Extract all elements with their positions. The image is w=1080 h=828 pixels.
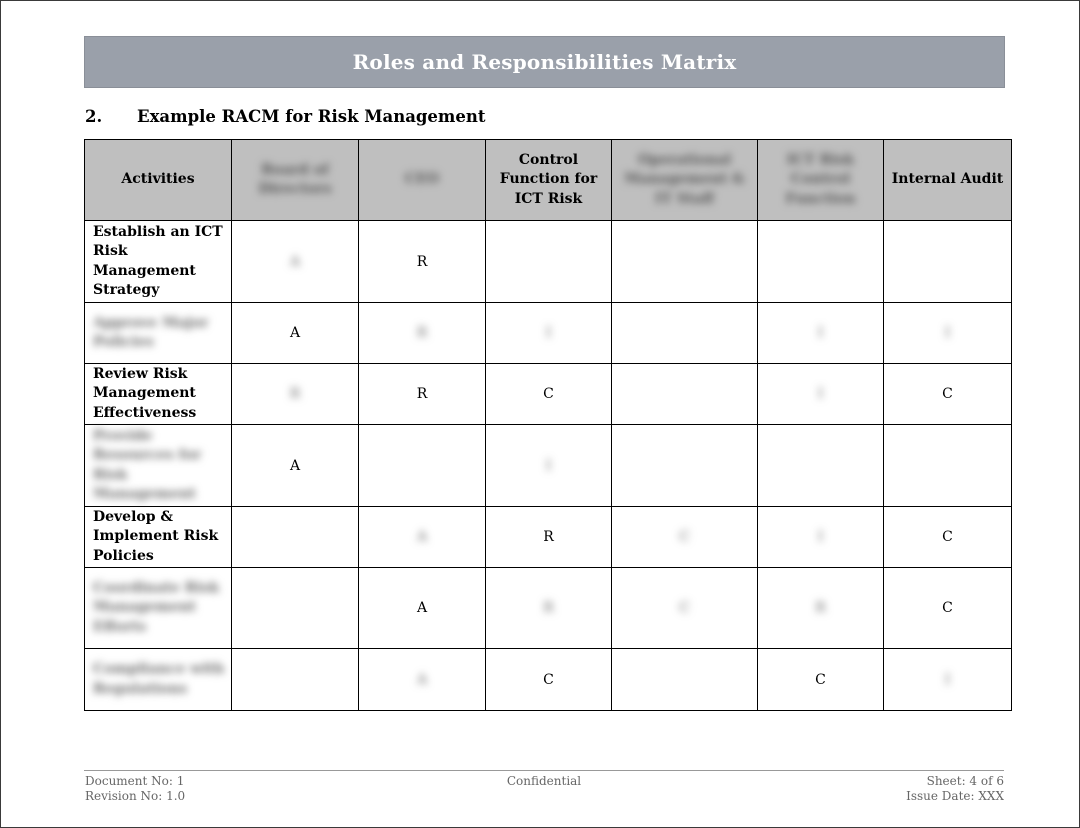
header-row (85, 140, 1012, 221)
matrix-cell: C (612, 568, 758, 649)
matrix-cell (232, 507, 359, 568)
matrix-cell: C (486, 649, 612, 711)
section-number: 2. (85, 107, 103, 126)
matrix-cell: I (758, 364, 884, 425)
issue-date: Issue Date: XXX (906, 789, 1004, 803)
matrix-cell: C (758, 649, 884, 711)
matrix-cell (612, 649, 758, 711)
matrix-cell (486, 221, 612, 303)
matrix-cell: I (486, 425, 612, 507)
matrix-cell (359, 425, 486, 507)
matrix-cell (612, 221, 758, 303)
table-row (85, 364, 1012, 425)
footer-right (906, 774, 1004, 804)
matrix-cell: A (359, 507, 486, 568)
activity-cell: Establish an ICT Risk Management Strategy (85, 221, 232, 303)
title-banner (84, 36, 1005, 88)
table-row (85, 568, 1012, 649)
matrix-cell: I (758, 507, 884, 568)
header-ceo: CEO (359, 140, 486, 221)
matrix-cell: A (232, 303, 359, 364)
matrix-cell: R (359, 303, 486, 364)
matrix-cell: R (758, 568, 884, 649)
matrix-cell: I (486, 303, 612, 364)
matrix-cell: R (359, 364, 486, 425)
table-row (85, 221, 1012, 303)
matrix-cell: A (232, 425, 359, 507)
table-row (85, 507, 1012, 568)
matrix-cell: I (758, 303, 884, 364)
matrix-cell (884, 221, 1012, 303)
matrix-cell: C (884, 507, 1012, 568)
matrix-cell (232, 649, 359, 711)
racm-table (84, 139, 1012, 711)
activity-cell: Approve Major Policies (85, 303, 232, 364)
header-internal-audit: Internal Audit (884, 140, 1012, 221)
table-row (85, 303, 1012, 364)
matrix-cell: C (884, 568, 1012, 649)
header-board-of-directors: Board of Directors (232, 140, 359, 221)
header-control-function: Control Function for ICT Risk (486, 140, 612, 221)
matrix-cell: C (612, 507, 758, 568)
matrix-cell (232, 568, 359, 649)
matrix-cell: I (884, 649, 1012, 711)
activity-cell: Coordinate Risk Management Efforts (85, 568, 232, 649)
sheet-number: Sheet: 4 of 6 (926, 774, 1004, 788)
matrix-cell: A (359, 568, 486, 649)
header-ict-risk-control: ICT Risk Control Function (758, 140, 884, 221)
matrix-cell (758, 221, 884, 303)
section-title: Example RACM for Risk Management (137, 107, 486, 126)
revision-number: Revision No: 1.0 (85, 789, 186, 803)
header-operational-management: Operational Management & IT Staff (612, 140, 758, 221)
document-number: Document No: 1 (85, 774, 185, 788)
matrix-cell: R (232, 364, 359, 425)
activity-cell: Compliance with Regulations (85, 649, 232, 711)
matrix-cell (612, 364, 758, 425)
matrix-cell: C (486, 364, 612, 425)
classification-label: Confidential (506, 774, 582, 788)
matrix-cell (758, 425, 884, 507)
matrix-cell (612, 425, 758, 507)
activity-cell: Review Risk Management Effectiveness (85, 364, 232, 425)
document-title: Roles and Responsibilities Matrix (352, 50, 737, 74)
table-row (85, 425, 1012, 507)
matrix-cell: R (359, 221, 486, 303)
matrix-cell: I (884, 303, 1012, 364)
matrix-cell: R (486, 568, 612, 649)
matrix-cell (884, 425, 1012, 507)
matrix-cell: R (486, 507, 612, 568)
table-row (85, 649, 1012, 711)
matrix-cell: C (884, 364, 1012, 425)
matrix-cell: A (359, 649, 486, 711)
matrix-cell: A (232, 221, 359, 303)
matrix-cell (612, 303, 758, 364)
page-footer (84, 770, 1004, 803)
activity-cell: Provide Resources for Risk Management (85, 425, 232, 507)
section-heading (85, 107, 486, 126)
activity-cell: Develop & Implement Risk Policies (85, 507, 232, 568)
header-activities: Activities (85, 140, 232, 221)
